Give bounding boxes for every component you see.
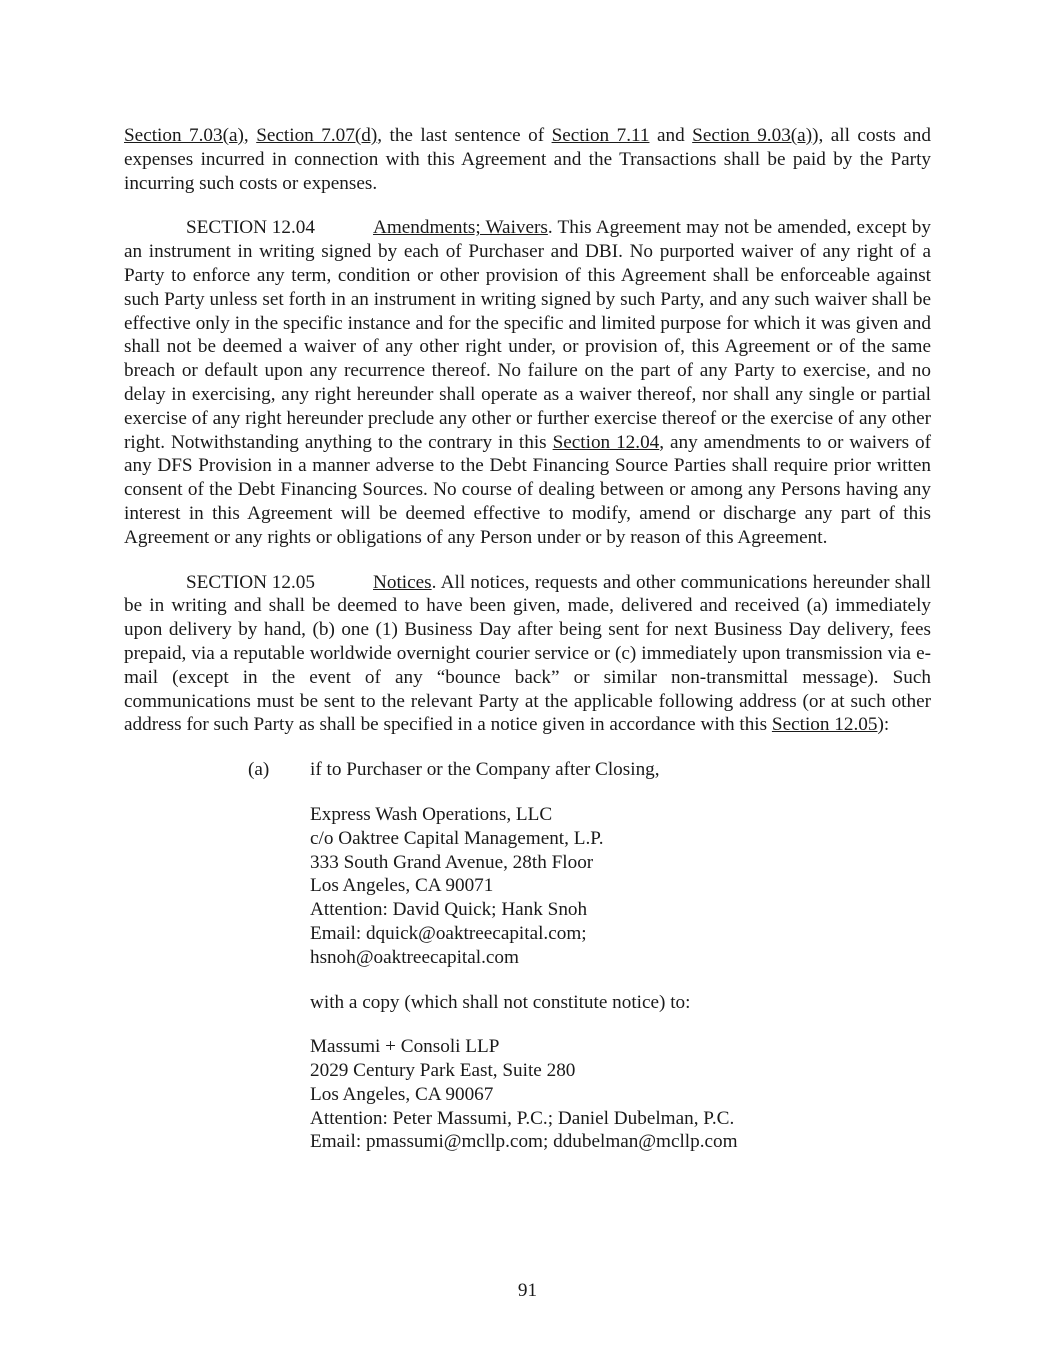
paragraph-text: , (243, 125, 257, 146)
paragraph-text: and (649, 125, 693, 146)
intro-paragraph (124, 124, 931, 195)
paragraph-text: ), all costs and expenses incurred in connection with this Agreement and the Transactions shall be paid by the Party incurring such costs or expenses. (124, 125, 931, 194)
list-item-a (124, 758, 931, 782)
purchaser-address-block (124, 803, 931, 970)
address-line: c/o Oaktree Capital Management, L.P. (310, 827, 604, 849)
section-number: SECTION 12.05 (186, 571, 315, 593)
section-12-05-paragraph (124, 571, 931, 738)
address-line: Email: pmassumi@mcllp.com; ddubelman@mcllp.com (310, 1131, 738, 1153)
address-line: Email: dquick@oaktreecapital.com; (310, 922, 587, 944)
address-line: Express Wash Operations, LLC (310, 803, 553, 825)
section-reference: Section 12.04 (552, 431, 660, 453)
address-line: Attention: David Quick; Hank Snoh (310, 899, 588, 921)
address-line: Los Angeles, CA 90067 (310, 1083, 494, 1105)
paragraph-text: ): (877, 714, 890, 736)
copy-note-text: with a copy (which shall not constitute notice) to: (310, 991, 691, 1013)
section-heading: Notices (373, 571, 432, 593)
address-line: Massumi + Consoli LLP (310, 1036, 500, 1058)
address-line: hsnoh@oaktreecapital.com (310, 946, 519, 968)
counsel-address-block (124, 1035, 931, 1154)
section-reference: Section 7.11 (551, 125, 650, 146)
address-line: 333 South Grand Avenue, 28th Floor (310, 851, 594, 873)
paragraph-text: . This Agreement may not be amended, except by an instrument in writing signed by each of Purchaser and DBI. No purported waiver of any right of a Party to enforce any term, condition or other provision of this Agreement shall be enforceable against such Party unless set forth in an instrument in writing signed by such Party, and any such waiver shall be effective only in the specific instance and for the specific and limited purpose for which it was given and shall not be deemed a waiver of any other right under, or provision of, this Agreement or of the same breach or default upon any recurrence thereof. No failure on the part of any Party to exercise, and no delay in exercising, any right hereunder shall operate as a waiver thereof, nor shall any single or partial exercise of any right hereunder preclude any other or further exercise thereof or the exercise of any other right. Notwithstanding anything to the contrary in this (124, 217, 931, 453)
section-reference: Section 7.07(d) (256, 125, 378, 146)
list-item-label: (a) (248, 759, 270, 781)
address-line: Attention: Peter Massumi, P.C.; Daniel Dubelman, P.C. (310, 1107, 735, 1129)
section-reference: Section 12.05 (771, 714, 878, 736)
document-page (124, 124, 931, 1175)
paragraph-text: , any amendments to or waivers of any DFS Provision in a manner adverse to the Debt Financing Source Parties shall require prior written consent of the Debt Financing Sources. No course of dealing between or among any Persons having any interest in this Agreement will be deemed effective to modify, amend or discharge any part of this Agreement or any rights or obligations of any Person under or by reason of this Agreement. (124, 431, 931, 548)
list-item-text: if to Purchaser or the Company after Closing, (310, 759, 660, 781)
address-line: Los Angeles, CA 90071 (310, 875, 494, 897)
section-reference: Section 7.03(a) (124, 125, 244, 146)
section-number: SECTION 12.04 (186, 217, 315, 239)
address-line: 2029 Century Park East, Suite 280 (310, 1060, 576, 1082)
paragraph-text: , the last sentence of (377, 125, 552, 146)
copy-note (124, 991, 931, 1015)
paragraph-text: . All notices, requests and other communications hereunder shall be in writing and shall be deemed to have been given, made, delivered and received (a) immediately upon delivery by hand, (b) one (1) Business Day after being sent for next Business Day delivery, fees prepaid, via a reputable worldwide overnight courier service or (c) immediately upon transmission via e-mail (except in the event of any “bounce back” or similar non-transmittal message). Such communications must be sent to the relevant Party at the applicable following address (or at such other address for such Party as shall be specified in a notice given in accordance with this (124, 571, 931, 736)
section-reference: Section 9.03(a) (692, 125, 813, 146)
section-heading: Amendments; Waivers (373, 217, 548, 239)
section-12-04-paragraph (124, 216, 931, 549)
page-number: 91 (517, 1280, 538, 1301)
